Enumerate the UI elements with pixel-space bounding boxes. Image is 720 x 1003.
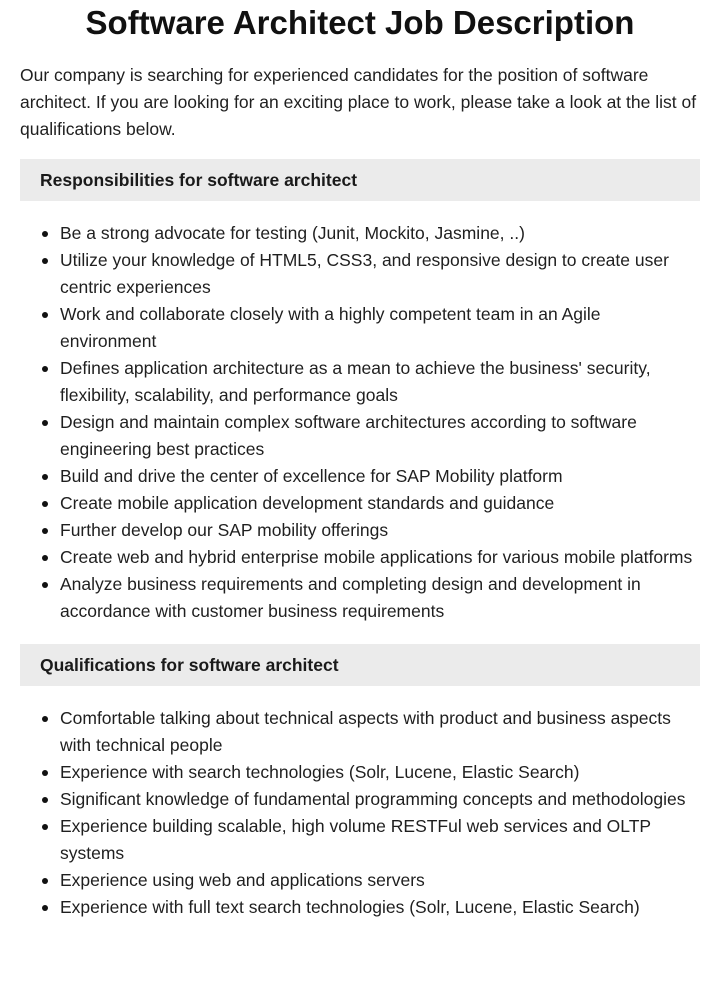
- list-item: Create mobile application development standards and guidance: [60, 490, 700, 517]
- qualifications-list: [20, 705, 700, 921]
- intro-paragraph: Our company is searching for experienced candidates for the position of software architect. If you are looking for an exciting place to work, please take a look at the list of qualifications below.: [20, 65, 697, 139]
- list-item: Defines application architecture as a mean to achieve the business' security, flexibility, scalability, and performance goals: [60, 355, 700, 409]
- list-item: Create web and hybrid enterprise mobile applications for various mobile platforms: [60, 544, 700, 571]
- list-item: Further develop our SAP mobility offerings: [60, 517, 700, 544]
- responsibilities-list: [20, 220, 700, 625]
- list-item: Experience with full text search technologies (Solr, Lucene, Elastic Search): [60, 894, 700, 921]
- list-item: Utilize your knowledge of HTML5, CSS3, and responsive design to create user centric experiences: [60, 247, 700, 301]
- list-item: Design and maintain complex software architectures according to software engineering best practices: [60, 409, 700, 463]
- list-item: Comfortable talking about technical aspects with product and business aspects with technical people: [60, 705, 700, 759]
- qualifications-heading: Qualifications for software architect: [20, 644, 700, 686]
- list-item: Experience with search technologies (Solr, Lucene, Elastic Search): [60, 759, 700, 786]
- list-item: Significant knowledge of fundamental programming concepts and methodologies: [60, 786, 700, 813]
- list-item: Build and drive the center of excellence for SAP Mobility platform: [60, 463, 700, 490]
- list-item: Analyze business requirements and completing design and development in accordance with customer business requirements: [60, 571, 700, 625]
- list-item: Be a strong advocate for testing (Junit, Mockito, Jasmine, ..): [60, 220, 700, 247]
- page-title: Software Architect Job Description: [85, 4, 635, 41]
- list-item: Work and collaborate closely with a highly competent team in an Agile environment: [60, 301, 700, 355]
- list-item: Experience using web and applications servers: [60, 867, 700, 894]
- list-item: Experience building scalable, high volume RESTFul web services and OLTP systems: [60, 813, 700, 867]
- responsibilities-heading: Responsibilities for software architect: [20, 159, 700, 201]
